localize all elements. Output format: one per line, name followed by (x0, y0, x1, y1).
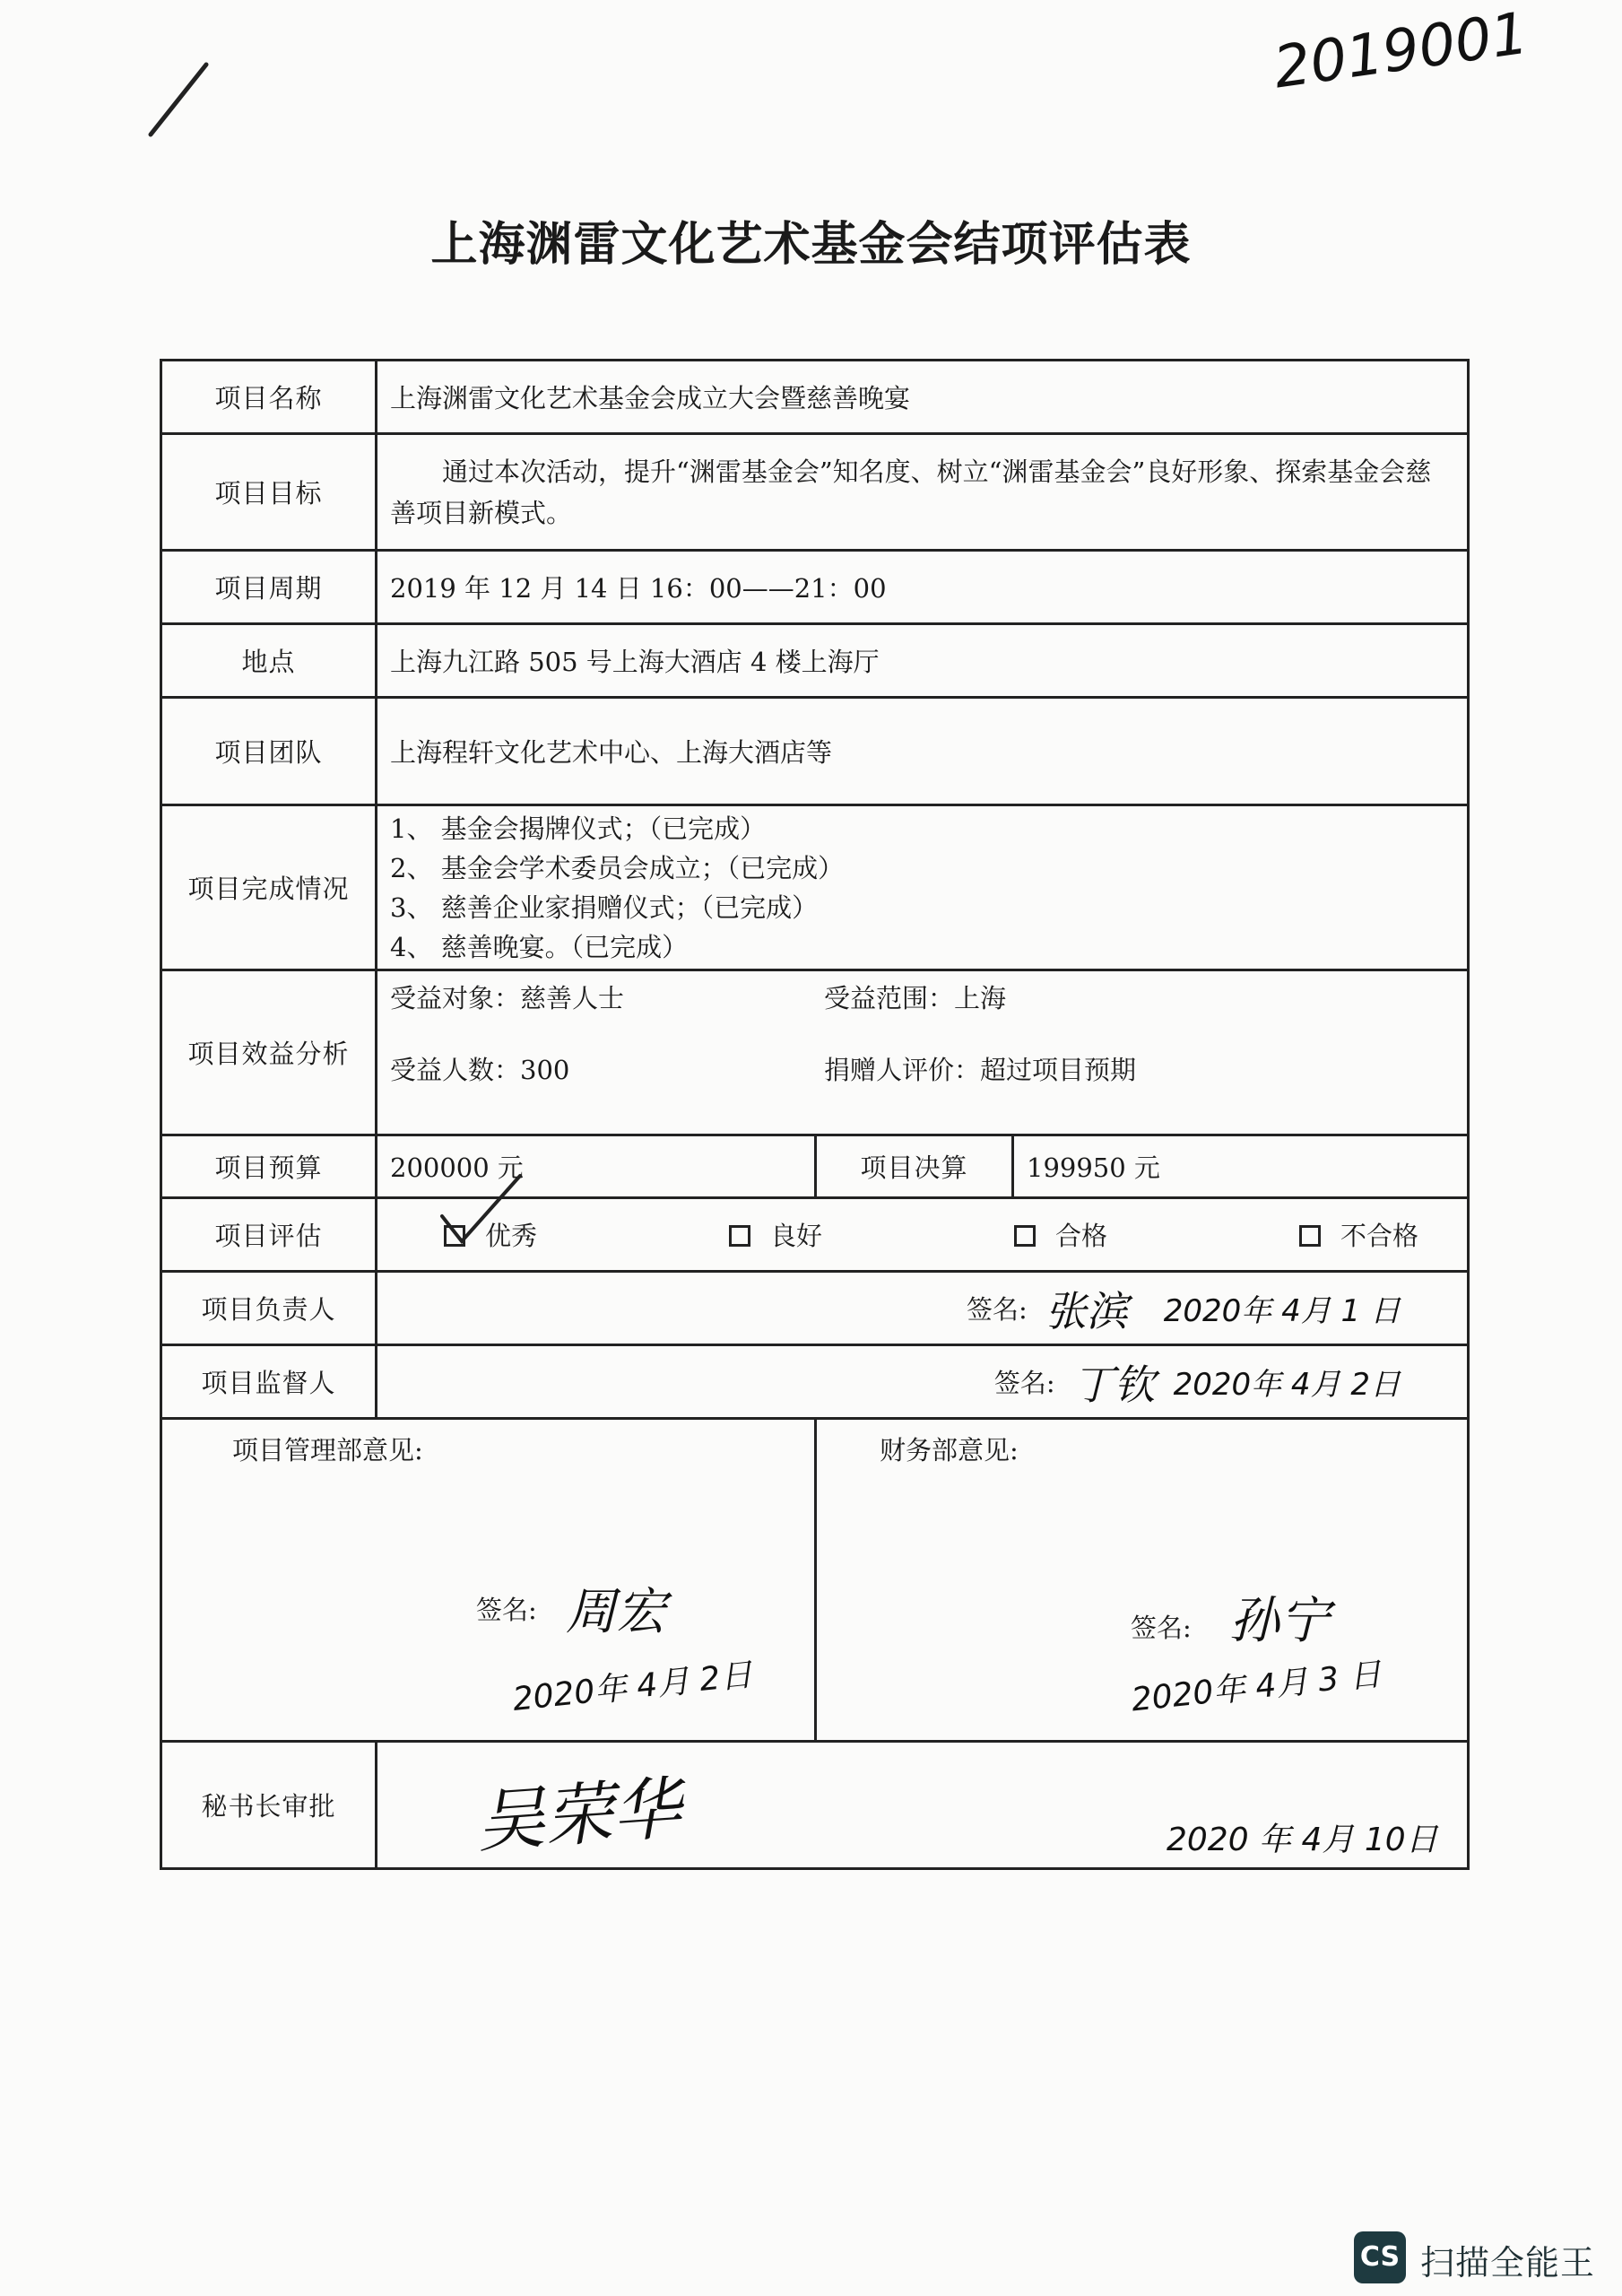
row-secretary (161, 1742, 1469, 1869)
location-value: 上海九江路 505 号上海大酒店 4 楼上海厅 (377, 624, 1469, 698)
completion-list (377, 805, 1469, 970)
option-fail[interactable]: 不合格 (1299, 1216, 1418, 1253)
location-label: 地点 (161, 624, 377, 698)
row-leader (161, 1272, 1469, 1345)
checkbox-icon (729, 1225, 750, 1247)
budget-value: 200000 元 (377, 1135, 816, 1198)
option-pass[interactable]: 合格 (1014, 1216, 1107, 1253)
mgmt-opinion-label: 项目管理部意见: (232, 1435, 423, 1465)
secretary-signature: 吴荣华 (473, 1768, 684, 1862)
project-period-value: 2019 年 12 月 14 日 16：00——21：00 (377, 551, 1469, 624)
row-team (161, 698, 1469, 805)
completion-label: 项目完成情况 (161, 805, 377, 970)
row-project-goal (161, 434, 1469, 551)
benefit-target: 受益对象：慈善人士 (390, 983, 625, 1013)
completion-item: 3、 慈善企业家捐赠仪式；（已完成） (390, 891, 819, 923)
page-title: 上海渊雷文化艺术基金会结项评估表 (430, 217, 1192, 272)
team-label: 项目团队 (161, 698, 377, 805)
secretary-label: 秘书长审批 (161, 1742, 377, 1869)
scanner-logo-icon: CS (1354, 2231, 1406, 2283)
budget-label: 项目预算 (161, 1135, 377, 1198)
finance-opinion-cell (816, 1419, 1469, 1742)
leader-sign-area (377, 1272, 1469, 1345)
row-completion (161, 805, 1469, 970)
option-excellent[interactable]: 优秀 (444, 1216, 537, 1253)
benefit-scope: 受益范围：上海 (824, 983, 1007, 1013)
donor-evaluation: 捐赠人评价：超过项目预期 (824, 1055, 1137, 1085)
completion-item: 4、 慈善晚宴。（已完成） (390, 931, 689, 962)
option-good[interactable]: 良好 (729, 1216, 822, 1253)
project-name-label: 项目名称 (161, 361, 377, 434)
project-name-value: 上海渊雷文化艺术基金会成立大会暨慈善晚宴 (377, 361, 1469, 434)
row-opinions (161, 1419, 1469, 1742)
scanner-app-name: 扫描全能王 (1420, 2243, 1596, 2283)
leader-label: 项目负责人 (161, 1272, 377, 1345)
final-account-value: 199950 元 (1013, 1135, 1469, 1198)
leader-signature: 张滨 (1045, 1286, 1128, 1335)
checkbox-icon (1014, 1225, 1036, 1247)
mgmt-date: 2020年 4月 2日 (510, 1657, 755, 1718)
finance-opinion-label: 财务部意见: (880, 1435, 1019, 1465)
sign-label: 签名: (993, 1368, 1055, 1398)
completion-item: 1、 基金会揭牌仪式；（已完成） (390, 813, 767, 844)
pen-stroke-mark (143, 54, 224, 144)
row-location (161, 624, 1469, 698)
supervisor-signature: 丁钦 (1072, 1360, 1156, 1409)
supervisor-label: 项目监督人 (161, 1345, 377, 1419)
finance-signature: 孙宁 (1229, 1592, 1330, 1650)
benefit-label: 项目效益分析 (161, 970, 377, 1135)
mgmt-opinion-cell (161, 1419, 816, 1742)
evaluation-options (377, 1198, 1469, 1272)
leader-date: 2020年 4月 1 日 (1163, 1293, 1401, 1329)
sign-label: 签名: (476, 1595, 537, 1625)
row-budget (161, 1135, 1469, 1198)
checkbox-icon (1299, 1225, 1321, 1247)
handwritten-doc-number: 2019001 (1270, 0, 1532, 102)
secretary-date: 2020 年 4月 10日 (1167, 1822, 1438, 1858)
team-value: 上海程轩文化艺术中心、上海大酒店等 (377, 698, 1469, 805)
supervisor-date: 2020年 4月 2日 (1173, 1367, 1401, 1403)
supervisor-sign-area (377, 1345, 1469, 1419)
evaluation-form-table (160, 359, 1470, 1870)
secretary-sign-area (377, 1742, 1469, 1869)
project-goal-value: 通过本次活动，提升“渊雷基金会”知名度、树立“渊雷基金会”良好形象、探索基金会慈善项目新模式。 (377, 434, 1469, 551)
row-benefit (161, 970, 1469, 1135)
final-account-label: 项目决算 (816, 1135, 1013, 1198)
row-evaluation (161, 1198, 1469, 1272)
row-project-name (161, 361, 1469, 434)
benefit-analysis (377, 970, 1469, 1135)
sign-label: 签名: (967, 1294, 1028, 1325)
project-goal-label: 项目目标 (161, 434, 377, 551)
finance-date: 2020年 4月 3 日 (1129, 1656, 1383, 1719)
project-period-label: 项目周期 (161, 551, 377, 624)
mgmt-signature: 周宏 (566, 1583, 666, 1641)
evaluation-label: 项目评估 (161, 1198, 377, 1272)
completion-item: 2、 基金会学术委员会成立；（已完成） (390, 852, 845, 883)
benefit-count: 受益人数：300 (390, 1055, 570, 1085)
row-project-period (161, 551, 1469, 624)
sign-label: 签名: (1131, 1613, 1192, 1643)
row-supervisor (161, 1345, 1469, 1419)
checkmark-icon (435, 1171, 533, 1252)
